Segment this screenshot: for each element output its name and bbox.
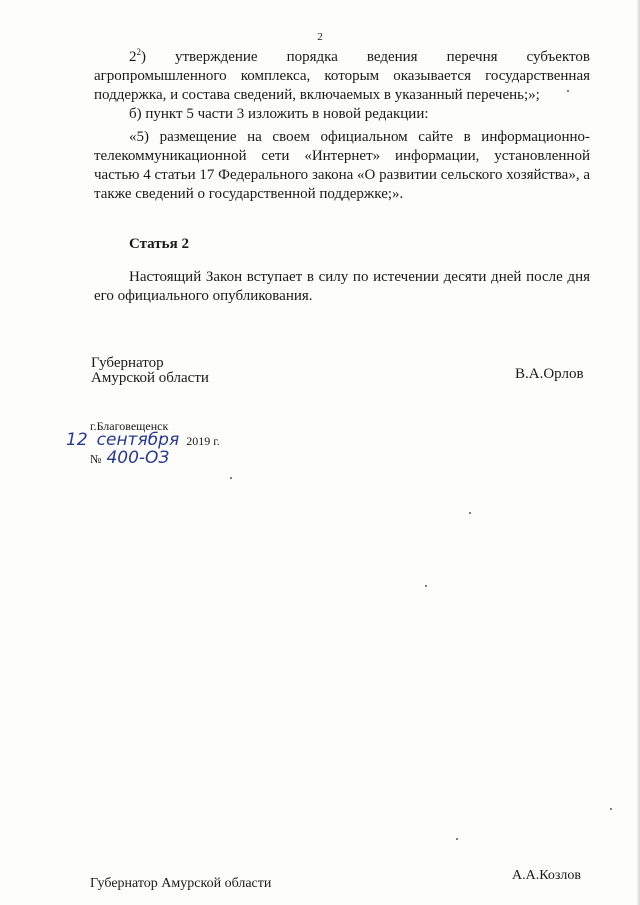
scan-speck: [456, 838, 458, 840]
date-year: 2019 г.: [186, 434, 220, 448]
scan-speck: [230, 477, 232, 479]
paragraph-approval-line1: [94, 48, 590, 67]
paragraph-placement-line1: «5) размещение на своем официальном сайте в информационно-: [129, 129, 590, 145]
scan-speck: [425, 585, 427, 587]
number-sign: №: [90, 452, 102, 466]
page-number: 2: [317, 31, 323, 43]
law-number-handwritten: 400-ОЗ: [106, 448, 170, 468]
article-text-line2: его официального опубликования.: [94, 288, 313, 304]
scan-speck: [469, 512, 471, 514]
signature-title-line1: Губернатор: [91, 355, 164, 371]
item-number: 2: [129, 49, 137, 65]
article-text-line1: Настоящий Закон вступает в силу по истечении десяти дней после дня: [129, 269, 590, 285]
article-text: [94, 268, 590, 306]
paragraph-approval: [94, 48, 590, 105]
footer-left: Губернатор Амурской области: [90, 876, 272, 891]
date-line: [66, 430, 220, 450]
signature-name: В.А.Орлов: [515, 366, 584, 382]
footer-right: А.А.Козлов: [512, 868, 581, 883]
signature-title: [91, 356, 209, 386]
scan-speck: [610, 808, 612, 810]
paragraph-amendment: [94, 105, 590, 124]
paragraph-amendment-text: б) пункт 5 части 3 изложить в новой редакции:: [129, 106, 429, 122]
paragraph-approval-line2: агропромышленного комплекса, которым оказывается государственная: [94, 68, 590, 84]
paragraph-placement-rest: телекоммуникационной сети «Интернет» информации, установленной частью 4 статьи 17 Федерального закона «О развитии сельского хозяйства», а также сведений о государственной поддержке;».: [94, 148, 590, 202]
signature-title-line2: Амурской области: [91, 370, 209, 386]
item-text: ) утверждение порядка ведения перечня субъектов: [141, 49, 590, 65]
city: г.Благовещенск: [90, 419, 169, 433]
scan-speck: [567, 90, 569, 92]
date-month-handwritten: сентября: [96, 430, 180, 450]
paragraph-approval-line3: поддержка, и состава сведений, включаемых в указанный перечень;»;: [94, 87, 540, 103]
date-day-handwritten: 12: [66, 430, 88, 450]
item-superscript: 2: [136, 47, 141, 57]
article-title: Статья 2: [129, 236, 189, 252]
paragraph-placement: [94, 128, 590, 204]
law-number-line: [90, 448, 169, 468]
